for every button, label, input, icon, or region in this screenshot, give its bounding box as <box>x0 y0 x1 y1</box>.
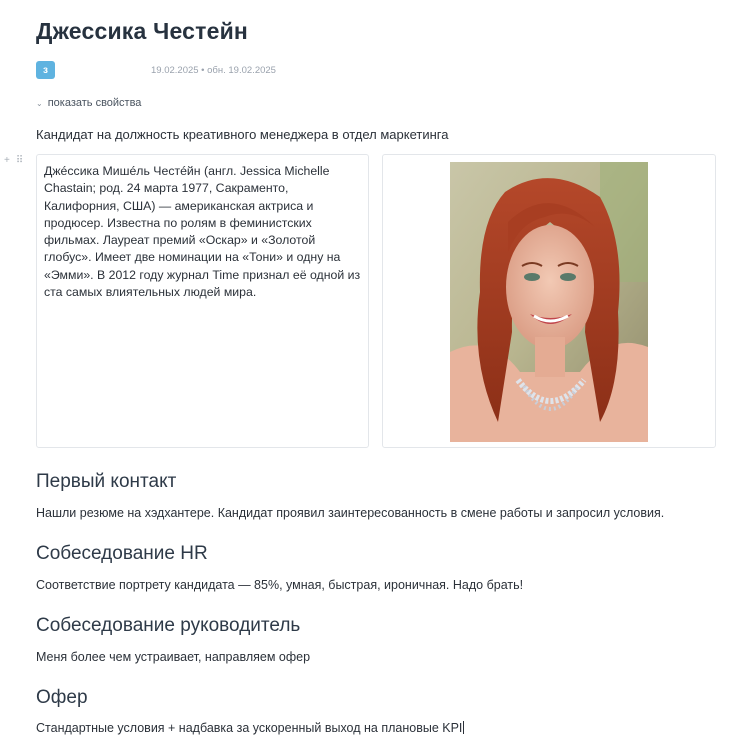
section-heading-manager-interview: Собеседование руководитель <box>36 615 301 636</box>
page-title: Джессика Честейн <box>36 18 249 44</box>
candidate-photo <box>450 162 648 442</box>
section-text-first-contact: Нашли резюме на хэдхантере. Кандидат проявил заинтересованность в смене работы и запросил условия. <box>36 506 665 520</box>
section-heading-first-contact: Первый контакт <box>36 471 177 492</box>
section-heading-hr-interview: Собеседование HR <box>36 543 208 564</box>
add-block-icon[interactable]: + <box>4 155 10 166</box>
offer-text: Стандартные условия + надбавка за ускоренный выход на плановые KPI <box>36 721 463 735</box>
meta-row <box>36 61 276 79</box>
show-properties-label: показать свойства <box>47 97 142 109</box>
page-dates: 19.02.2025 • обн. 19.02.2025 <box>151 64 276 76</box>
page-subtitle: Кандидат на должность креативного менеджера в отдел маркетинга <box>36 127 449 142</box>
bio-card[interactable] <box>36 154 369 448</box>
section-text-manager-interview: Меня более чем устраивает, направляем офер <box>36 650 311 664</box>
block-handle <box>4 156 23 166</box>
section-text-offer[interactable] <box>36 721 464 735</box>
show-properties-toggle[interactable] <box>36 97 141 109</box>
photo-card[interactable] <box>382 154 716 448</box>
section-heading-offer: Офер <box>36 687 88 708</box>
author-avatar[interactable]: з <box>36 61 55 79</box>
text-cursor <box>463 721 464 734</box>
chevron-down-icon: ⌄ <box>36 98 43 108</box>
section-text-hr-interview: Соответствие портрету кандидата — 85%, умная, быстрая, ироничная. Надо брать! <box>36 578 524 592</box>
bio-text: Джéссика Мишéль Честéйн (англ. Jessica Michelle Chastain; род. 24 марта 1977, Сакраменто, Калифорния, США) — американская актриса и продюсер. Известна по ролям в феминистских фильмах. Лауреат премий «Оскар» и «Золотой глобус». Имеет две номинации на «Тони» и одну на «Эмми». В 2012 году журнал Time признал её одной из ста самых влиятельных людей мира. <box>44 164 361 300</box>
drag-handle-icon[interactable]: ⠿ <box>15 155 24 166</box>
